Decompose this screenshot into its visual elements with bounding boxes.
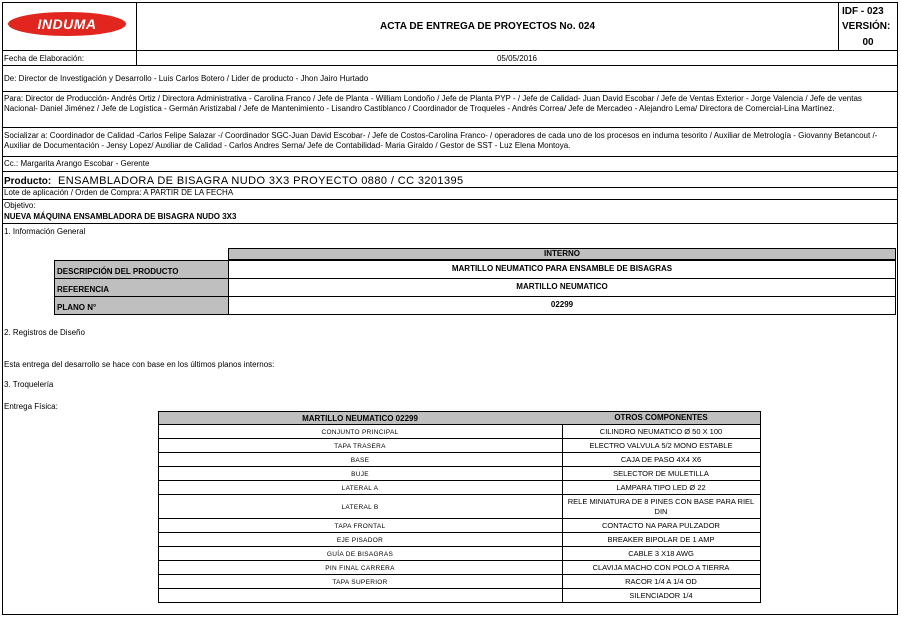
interno-header: INTERNO [544,249,580,258]
section-registros: 2. Registros de Diseño [4,328,85,337]
objetivo-bottom-line [2,223,898,224]
plano-label: PLANO N° [57,303,97,312]
fecha-label: Fecha de Elaboración: [4,54,85,63]
row-right-cell: SELECTOR DE MULETILLA [613,469,709,478]
row-left-cell: LATERAL A [341,484,379,492]
referencia-value: MARTILLO NEUMATICO [516,282,608,291]
descripcion-value: MARTILLO NEUMATICO PARA ENSAMBLE DE BISAGRAS [451,264,673,273]
row-right-cell: RELE MINIATURA DE 8 PINES CON BASE PARA RIEL DIN [567,497,755,516]
interno-row-line-2 [54,296,896,297]
de-text: De: Director de Investigación y Desarrollo - Luis Carlos Botero / Lider de producto - Jhon Jairo Hurtado [4,74,369,83]
frame-right [897,2,898,614]
objetivo-label: Objetivo: [4,201,36,210]
row-right-cell: ELECTRO VALVULA 5/2 MONO ESTABLE [589,441,733,450]
row-left-cell: TAPA TRASERA [334,442,386,450]
referencia-label: REFERENCIA [57,285,110,294]
section-troqueleria: 3. Troquelería [4,380,54,389]
row-right-cell: CONTACTO NA PARA PULZADOR [602,521,720,530]
row-left-cell: EJE PISADOR [336,536,384,544]
logo-text: INDUMA [37,16,97,32]
objetivo-value: NUEVA MÁQUINA ENSAMBLADORA DE BISAGRA NUDO 3X3 [4,212,237,221]
registros-text: Esta entrega del desarrollo se hace con base en los últimos planos internos: [4,360,275,369]
row-left-cell: LATERAL B [341,503,379,511]
version-value: 00 [862,37,874,48]
interno-row-line-1 [54,278,896,279]
row-right-cell: SILENCIADOR 1/4 [629,591,693,600]
para-bottom-line [2,127,898,128]
row-right-cell: RACOR 1/4 A 1/4 OD [625,577,697,586]
cc-bottom-line [2,171,898,172]
version-label: VERSIÓN: [842,21,891,32]
induma-logo [8,12,126,36]
lote-text: Lote de aplicación / Orden de Compra: A PARTIR DE LA FECHA [4,188,234,197]
row-left-cell: CONJUNTO PRINCIPAL [321,428,399,436]
lote-bottom-line [2,199,898,200]
frame-bottom [2,614,898,615]
row-right-cell: CABLE 3 X18 AWG [628,549,694,558]
fecha-value: 05/05/2016 [496,54,538,63]
row-left-cell [158,589,562,603]
row-left-cell: BASE [350,456,370,464]
row-right-cell: CLAVIJA MACHO CON POLO A TIERRA [592,563,730,572]
row-right-cell: LAMPARA TIPO LED Ø 22 [616,483,706,492]
producto-value: ENSAMBLADORA DE BISAGRA NUDO 3X3 PROYECTO 0880 / CC 3201395 [58,175,464,187]
fecha-bottom-line [2,65,898,66]
cc-text: Cc.: Margarita Arango Escobar - Gerente [4,159,150,168]
row-right-cell: CAJA DE PASO 4X4 X6 [620,455,702,464]
row-left-cell: GUÍA DE BISAGRAS [326,550,394,558]
entrega-fisica-label: Entrega Física: [4,402,58,411]
socializar-bottom-line [2,156,898,157]
row-left-cell: TAPA SUPERIOR [332,578,388,586]
troqueleria-right-header: OTROS COMPONENTES [614,413,708,422]
para-text: Para: Director de Producción- Andrés Ortiz / Directora Administrativa - Carolina Franco / Jefe de Planta - William Londoño / Jefe de Planta PYP - / Jefe de Calidad- Juan David Escobar / Jefe de Ventas Exterior - Jorge Valencia / Jefe de ventas Nacional- Daniel Jiménez / Jefe de Logística - Germán Aristizabal / Jefe de Mantenimiento - Lisandro Castiblanco / Coordinador de Troqueles - Andrés Correa/ Jefe de Mercadeo - Alejandro Lema/ Directora de Comercial-Lina Martínez. [4,94,862,113]
plano-value: 02299 [550,300,574,309]
row-left-cell: TAPA FRONTAL [334,522,386,530]
document-code: IDF - 023 [842,6,884,17]
frame-left [2,2,3,614]
socializar-text: Socializar a: Coordinador de Calidad -Carlos Felipe Salazar -/ Coordinador SGC-Juan David Escobar- / Jefe de Costos-Carolina Franco- / operadores de cada uno de los procesos en induma tesorito / Auxiliar de Metrología - Giovanny Betancout /- Auxiliar de Documentación - Jensy Lopez/ Auxiliar de Calidad - Carlos Andres Serna/ Jefe de Contabilidad- Maria Giraldo / Gestor de SST - Luz Elena Montoya. [4,131,878,150]
row-right-cell: BREAKER BIPOLAR DE 1 AMP [607,535,715,544]
de-bottom-line [2,91,898,92]
producto-label: Producto: [4,176,52,187]
descripcion-label: DESCRIPCIÓN DEL PRODUCTO [57,267,179,276]
row-left-cell: BUJE [351,470,369,478]
row-left-cell: PIN FINAL CARRERA [325,564,395,572]
document-title: ACTA DE ENTREGA DE PROYECTOS No. 024 [379,21,596,32]
section-info-general: 1. Información General [4,227,86,236]
troqueleria-left-header: MARTILLO NEUMATICO 02299 [302,413,418,423]
row-right-cell: CILINDRO NEUMATICO Ø 50 X 100 [599,427,723,436]
